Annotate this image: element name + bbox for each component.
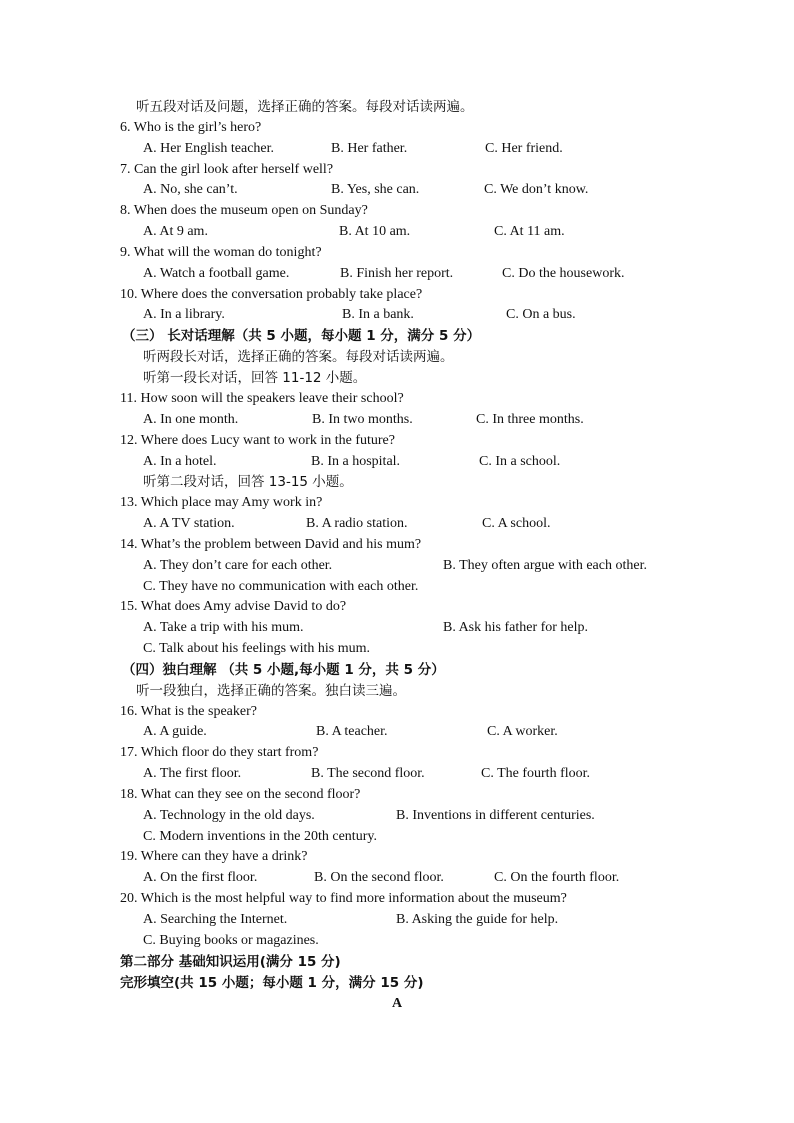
option-c: C. A school. — [482, 516, 551, 531]
question-12: 12. Where does Lucy want to work in the future? — [120, 433, 395, 448]
question-19: 19. Where can they have a drink? — [120, 849, 308, 864]
option-b: B. Finish her report. — [340, 266, 454, 281]
question-9: 9. What will the woman do tonight? — [120, 245, 322, 260]
option-b: B. Her father. — [331, 141, 408, 156]
option-c: C. The fourth floor. — [481, 766, 591, 781]
option-b: B. In a bank. — [342, 307, 414, 322]
question-11: 11. How soon will the speakers leave their school? — [120, 391, 404, 406]
question-8: 8. When does the museum open on Sunday? — [120, 203, 368, 218]
option-a: A. In one month. — [143, 412, 239, 427]
option-a: A. No, she can’t. — [143, 182, 238, 197]
option-c: C. Her friend. — [485, 141, 563, 156]
option-c: C. We don’t know. — [484, 182, 589, 197]
option-c: C. On the fourth floor. — [494, 870, 620, 885]
section-4-title: （四）独白理解 （共 5 小题,每小题 1 分，共 5 分） — [122, 662, 445, 678]
option-a: A. At 9 am. — [143, 224, 208, 239]
option-a: A. Take a trip with his mum. — [143, 620, 304, 635]
option-a: A. In a hotel. — [143, 454, 217, 469]
option-c: C. In three months. — [476, 412, 584, 427]
question-13: 13. Which place may Amy work in? — [120, 495, 323, 510]
listening-instructions: 听五段对话及问题，选择正确的答案。每段对话读两遍。 — [136, 99, 474, 115]
question-10: 10. Where does the conversation probably take place? — [120, 287, 423, 302]
option-a: A. A TV station. — [143, 516, 235, 531]
option-a: A. Searching the Internet. — [143, 912, 288, 927]
option-a: A. They don’t care for each other. — [143, 558, 333, 573]
option-c: C. On a bus. — [506, 307, 576, 322]
option-b: B. Asking the guide for help. — [396, 912, 559, 927]
question-20: 20. Which is the most helpful way to find more information about the museum? — [120, 891, 567, 906]
option-c: C. Modern inventions in the 20th century. — [143, 829, 377, 844]
option-c: C. They have no communication with each other. — [143, 579, 419, 594]
option-b: B. Inventions in different centuries. — [396, 808, 595, 823]
section-3-title: （三） 长对话理解（共 5 小题，每小题 1 分，满分 5 分） — [122, 328, 481, 344]
option-c: C. At 11 am. — [494, 224, 565, 239]
question-15: 15. What does Amy advise David to do? — [120, 599, 347, 614]
option-b: B. A radio station. — [306, 516, 408, 531]
option-b: B. The second floor. — [311, 766, 425, 781]
option-c: C. A worker. — [487, 724, 558, 739]
option-b: B. They often argue with each other. — [443, 558, 647, 573]
option-c: C. Buying books or magazines. — [143, 933, 319, 948]
option-b: B. On the second floor. — [314, 870, 444, 885]
option-c: C. Do the housework. — [502, 266, 625, 281]
option-b: B. At 10 am. — [339, 224, 411, 239]
section-3-sub2: 听第二段对话，回答 13-15 小题。 — [143, 474, 353, 490]
question-14: 14. What’s the problem between David and his mum? — [120, 537, 422, 552]
part-2-title: 第二部分 基础知识运用(满分 15 分) — [120, 954, 341, 970]
option-b: B. A teacher. — [316, 724, 388, 739]
section-4-instructions: 听一段独白，选择正确的答案。独白读三遍。 — [136, 683, 406, 699]
cloze-title: 完形填空(共 15 小题；每小题 1 分，满分 15 分) — [120, 975, 424, 991]
option-a: A. Technology in the old days. — [143, 808, 315, 823]
option-c: C. In a school. — [479, 454, 561, 469]
option-a: A. Watch a football game. — [143, 266, 290, 281]
question-17: 17. Which floor do they start from? — [120, 745, 319, 760]
option-b: B. Yes, she can. — [331, 182, 420, 197]
option-a: A. In a library. — [143, 307, 225, 322]
question-6: 6. Who is the girl’s hero? — [120, 120, 262, 135]
section-3-sub1: 听第一段长对话，回答 11-12 小题。 — [143, 370, 367, 386]
option-a: A. A guide. — [143, 724, 207, 739]
option-a: A. On the first floor. — [143, 870, 258, 885]
option-b: B. Ask his father for help. — [443, 620, 589, 635]
question-18: 18. What can they see on the second floor? — [120, 787, 361, 802]
question-7: 7. Can the girl look after herself well? — [120, 162, 334, 177]
question-16: 16. What is the speaker? — [120, 704, 257, 719]
option-b: B. In two months. — [312, 412, 413, 427]
passage-label: A — [392, 996, 403, 1011]
section-3-instructions: 听两段长对话，选择正确的答案。每段对话读两遍。 — [143, 349, 454, 365]
option-a: A. The first floor. — [143, 766, 242, 781]
option-b: B. In a hospital. — [311, 454, 401, 469]
option-c: C. Talk about his feelings with his mum. — [143, 641, 371, 656]
option-a: A. Her English teacher. — [143, 141, 275, 156]
